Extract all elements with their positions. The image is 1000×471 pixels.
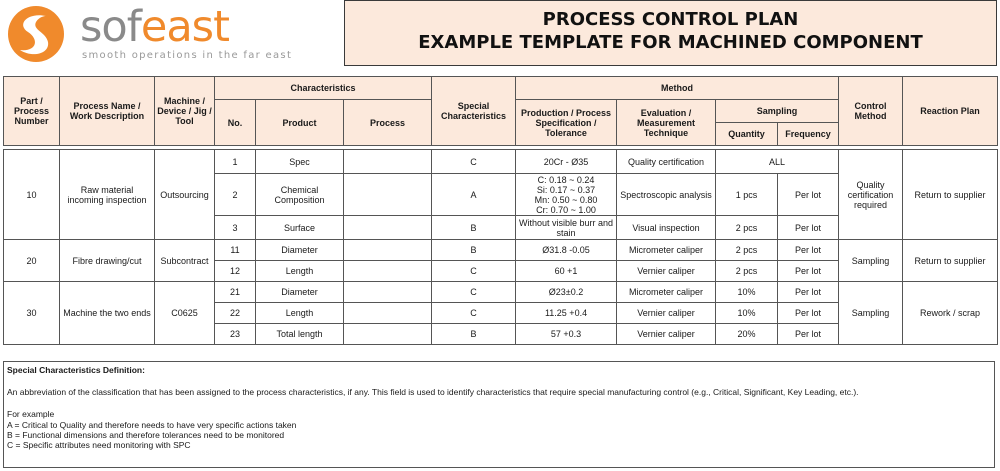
machine-cell: Outsourcing [155,150,215,240]
title-line-2: EXAMPLE TEMPLATE FOR MACHINED COMPONENT [418,32,923,53]
evaluation-cell: Vernier caliper [617,324,716,345]
frequency-cell: Per lot [778,282,839,303]
sofeast-logo-icon [6,4,66,64]
product-cell: Total length [256,324,344,345]
part-number-cell: 30 [4,282,60,345]
product-cell: Length [256,261,344,282]
no-cell: 3 [215,216,256,240]
special-cell: B [432,240,516,261]
special-cell: C [432,282,516,303]
frequency-cell: Per lot [778,240,839,261]
special-cell: B [432,216,516,240]
header-no: No. [215,100,256,146]
definition-item-c: C = Specific attributes need monitoring with SPC [7,440,191,450]
process-cell [344,303,432,324]
special-cell: B [432,324,516,345]
control-method-cell: Sampling [839,240,903,282]
no-cell: 1 [215,150,256,174]
header-specification: Production / Process Specification / Tolerance [516,100,617,146]
header-process-name: Process Name / Work Description [60,77,155,146]
sampling-all-cell: ALL [716,150,839,174]
frequency-cell: Per lot [778,324,839,345]
header-process: Process [344,100,432,146]
process-name-cell: Fibre drawing/cut [60,240,155,282]
spec-cell: Ø31.8 -0.05 [516,240,617,261]
control-method-cell: Sampling [839,282,903,345]
header-part-number: Part / Process Number [4,77,60,146]
page-header [0,0,1000,70]
product-cell: Diameter [256,282,344,303]
spec-cell: 20Cr - Ø35 [516,150,617,174]
control-plan-table [3,76,998,345]
reaction-plan-cell: Rework / scrap [903,282,998,345]
table-row [4,282,998,303]
quantity-cell: 1 pcs [716,174,778,216]
header-special-characteristics: Special Characteristics [432,77,516,146]
evaluation-cell: Micrometer caliper [617,240,716,261]
frequency-cell: Per lot [778,174,839,216]
special-cell: C [432,150,516,174]
header-product: Product [256,100,344,146]
quantity-cell: 20% [716,324,778,345]
definition-title: Special Characteristics Definition: [7,365,145,375]
special-cell: A [432,174,516,216]
frequency-cell: Per lot [778,303,839,324]
part-number-cell: 10 [4,150,60,240]
header-characteristics: Characteristics [215,77,432,100]
quantity-cell: 10% [716,282,778,303]
spec-cell: 60 +1 [516,261,617,282]
no-cell: 12 [215,261,256,282]
process-cell [344,261,432,282]
header-evaluation: Evaluation / Measurement Technique [617,100,716,146]
definition-item-a: A = Critical to Quality and therefore needs to have very specific actions taken [7,420,297,430]
special-cell: C [432,261,516,282]
evaluation-cell: Visual inspection [617,216,716,240]
machine-cell: C0625 [155,282,215,345]
part-number-cell: 20 [4,240,60,282]
title-box [344,0,997,66]
header-machine: Machine / Device / Jig / Tool [155,77,215,146]
frequency-cell: Per lot [778,261,839,282]
process-cell [344,150,432,174]
header-reaction-plan: Reaction Plan [903,77,998,146]
process-cell [344,216,432,240]
spec-cell: Ø23±0.2 [516,282,617,303]
process-name-cell: Raw material incoming inspection [60,150,155,240]
process-cell [344,174,432,216]
frequency-cell: Per lot [778,216,839,240]
process-name-cell: Machine the two ends [60,282,155,345]
quantity-cell: 2 pcs [716,261,778,282]
spec-cell: 11.25 +0.4 [516,303,617,324]
reaction-plan-cell: Return to supplier [903,240,998,282]
no-cell: 11 [215,240,256,261]
no-cell: 2 [215,174,256,216]
product-cell: Spec [256,150,344,174]
header-method: Method [516,77,839,100]
machine-cell: Subcontract [155,240,215,282]
logo-tagline: smooth operations in the far east [82,50,293,61]
quantity-cell: 10% [716,303,778,324]
process-cell [344,324,432,345]
control-method-cell: Quality certification required [839,150,903,240]
product-cell: Chemical Composition [256,174,344,216]
quantity-cell: 2 pcs [716,216,778,240]
header-frequency: Frequency [778,123,839,146]
evaluation-cell: Vernier caliper [617,261,716,282]
process-cell [344,282,432,303]
no-cell: 22 [215,303,256,324]
product-cell: Length [256,303,344,324]
special-cell: C [432,303,516,324]
header-sampling: Sampling [716,100,839,123]
sofeast-logo [0,0,343,66]
reaction-plan-cell: Return to supplier [903,150,998,240]
spec-cell-composition: C: 0.18 ~ 0.24 Si: 0.17 ~ 0.37 Mn: 0.50 ~ 0.80 Cr: 0.70 ~ 1.00 [516,174,617,216]
no-cell: 21 [215,282,256,303]
spec-cell: 57 +0.3 [516,324,617,345]
product-cell: Surface [256,216,344,240]
process-cell [344,240,432,261]
table-row [4,240,998,261]
evaluation-cell: Vernier caliper [617,303,716,324]
no-cell: 23 [215,324,256,345]
definition-description: An abbreviation of the classification that has been assigned to the process characteristics, if any. This field is used to identify characteristics that require special manufacturing control (e.g., Critical, Significant, Key Leading, etc.). [7,387,859,397]
evaluation-cell: Micrometer caliper [617,282,716,303]
spec-cell: Without visible burr and stain [516,216,617,240]
definition-example-label: For example [7,409,55,419]
logo-wordmark: sofeast [80,2,229,52]
title-line-1: PROCESS CONTROL PLAN [542,9,799,30]
definition-list [7,420,296,450]
definition-item-b: B = Functional dimensions and therefore tolerances need to be monitored [7,430,285,440]
header-quantity: Quantity [716,123,778,146]
special-characteristics-definition [3,361,995,468]
quantity-cell: 2 pcs [716,240,778,261]
evaluation-cell: Spectroscopic analysis [617,174,716,216]
evaluation-cell: Quality certification [617,150,716,174]
product-cell: Diameter [256,240,344,261]
header-control-method: Control Method [839,77,903,146]
table-row [4,150,998,174]
